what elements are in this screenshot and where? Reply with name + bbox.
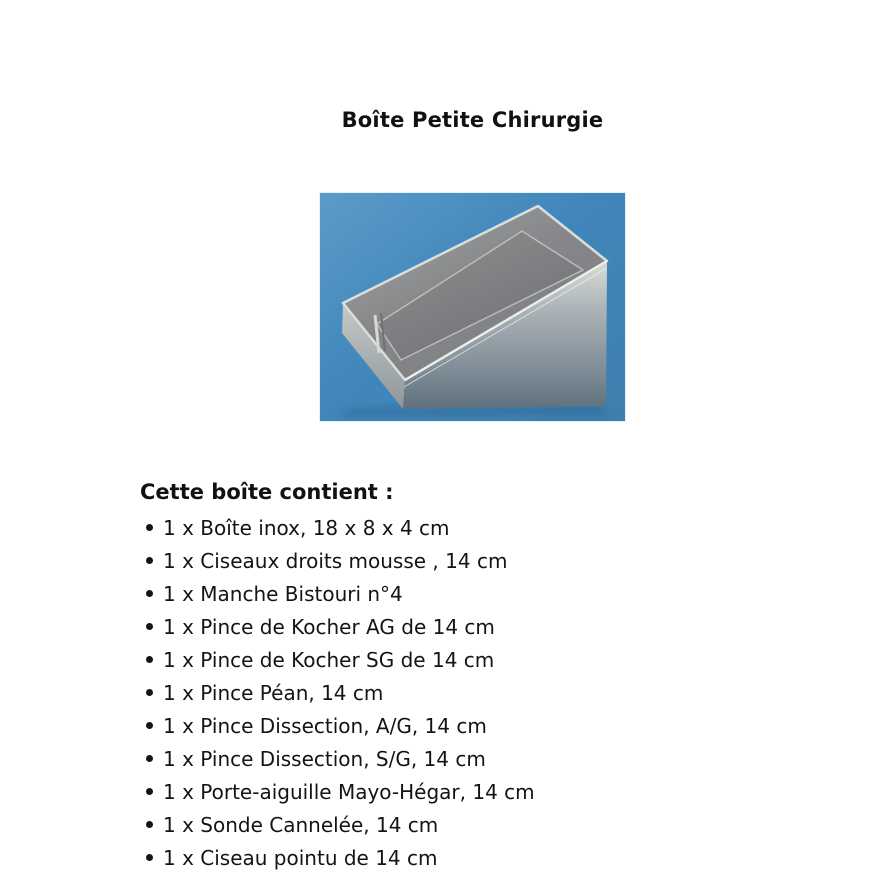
list-item [140, 742, 760, 775]
list-item [140, 775, 760, 808]
list-item-label: 1 x Manche Bistouri n°4 [163, 581, 403, 606]
bullet-icon [146, 623, 153, 630]
bullet-icon [146, 788, 153, 795]
bullet-icon [146, 722, 153, 729]
list-item-label: 1 x Pince de Kocher SG de 14 cm [163, 647, 495, 672]
list-item-label: 1 x Ciseau pointu de 14 cm [163, 845, 438, 870]
bullet-icon [146, 854, 153, 861]
list-item [140, 709, 760, 742]
bullet-icon [146, 755, 153, 762]
list-item [140, 577, 760, 610]
bullet-icon [146, 656, 153, 663]
bullet-icon [146, 689, 153, 696]
list-item-label: 1 x Pince Dissection, A/G, 14 cm [163, 713, 487, 738]
list-item-label: 1 x Porte-aiguille Mayo-Hégar, 14 cm [163, 779, 535, 804]
bullet-icon [146, 821, 153, 828]
bullet-icon [146, 590, 153, 597]
product-photo [320, 193, 625, 421]
metal-box-illustration [320, 193, 625, 421]
bullet-icon [146, 557, 153, 564]
list-item-label: 1 x Pince Péan, 14 cm [163, 680, 384, 705]
list-item-label: 1 x Pince Dissection, S/G, 14 cm [163, 746, 486, 771]
list-item [140, 841, 760, 874]
list-item [140, 808, 760, 841]
list-item-label: 1 x Sonde Cannelée, 14 cm [163, 812, 439, 837]
list-item [140, 544, 760, 577]
list-item [140, 511, 760, 544]
bullet-icon [146, 524, 153, 531]
section-heading: Cette boîte contient : [140, 480, 394, 504]
list-item-label: 1 x Ciseaux droits mousse , 14 cm [163, 548, 508, 573]
list-item [140, 643, 760, 676]
contents-list [140, 511, 760, 874]
list-item-label: 1 x Boîte inox, 18 x 8 x 4 cm [163, 515, 450, 540]
list-item [140, 610, 760, 643]
page-title: Boîte Petite Chirurgie [341, 108, 604, 132]
list-item-label: 1 x Pince de Kocher AG de 14 cm [163, 614, 495, 639]
list-item [140, 676, 760, 709]
